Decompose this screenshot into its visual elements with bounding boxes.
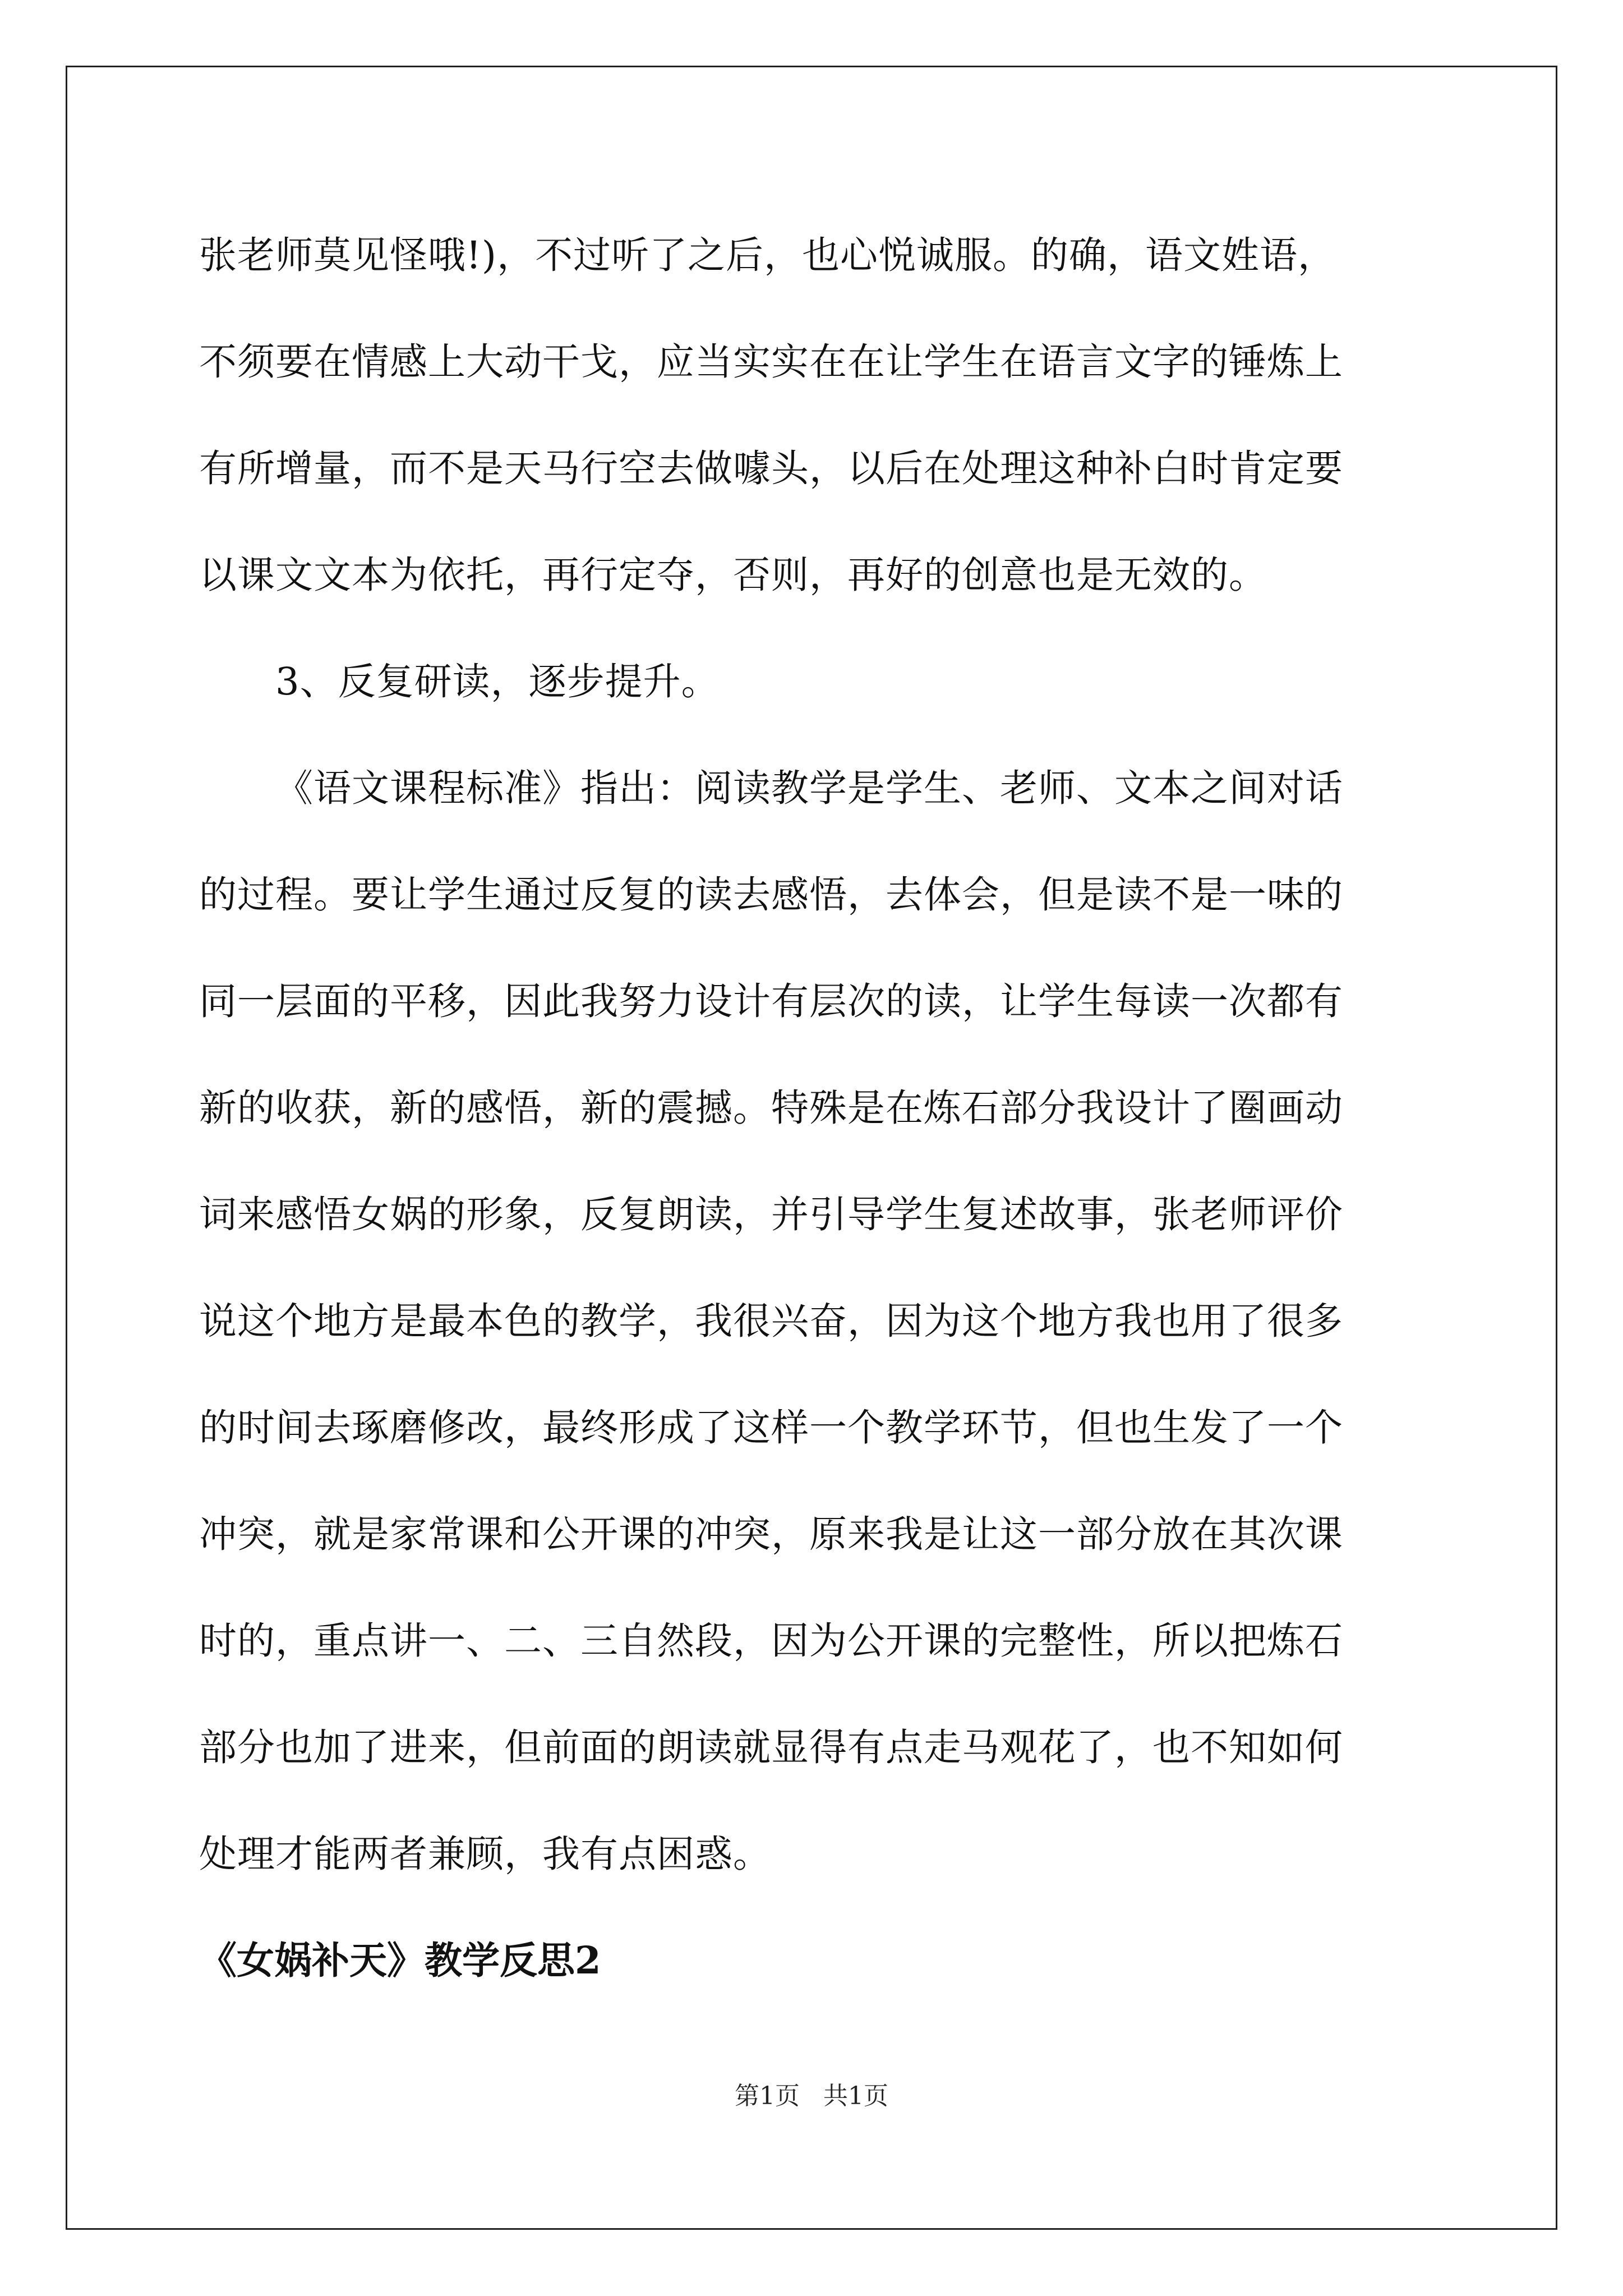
page-number-total: 共1页 — [823, 2082, 888, 2110]
text-line: 的时间去琢磨修改，最终形成了这样一个教学环节，但也生发了一个 — [199, 1406, 1343, 1450]
text-line: 的过程。要让学生通过反复的读去感悟，去体会，但是读不是一味的 — [199, 873, 1343, 917]
text-line: 有所增量，而不是天马行空去做噱头，以后在处理这种补白时肯定要 — [199, 447, 1343, 490]
text-line: 以课文文本为依托，再行定夺，否则，再好的创意也是无效的。 — [199, 553, 1267, 597]
text-line: 处理才能两者兼顾，我有点困惑。 — [199, 1832, 771, 1876]
document-body — [199, 202, 1427, 2014]
text-line: 《语文课程标准》指出：阅读教学是学生、老师、文本之间对话 — [275, 766, 1343, 810]
paragraph-2-subheading — [199, 628, 1427, 735]
text-line: 张老师莫见怪哦!)，不过听了之后，也心悦诚服。的确，语文姓语， — [199, 233, 1336, 277]
text-line: 新的收获，新的感悟，新的震撼。特殊是在炼石部分我设计了圈画动 — [199, 1086, 1343, 1130]
text-line: 说这个地方是最本色的教学，我很兴奋，因为这个地方我也用了很多 — [199, 1299, 1343, 1343]
text-line: 同一层面的平移，因此我努力设计有层次的读，让学生每读一次都有 — [199, 979, 1343, 1023]
page-footer — [0, 2076, 1623, 2111]
paragraph-3 — [199, 735, 1427, 1907]
text-line: 冲突，就是家常课和公开课的冲突，原来我是让这一部分放在其次课 — [199, 1512, 1343, 1556]
paragraph-1 — [199, 202, 1427, 628]
text-line: 词来感悟女娲的形象，反复朗读，并引导学生复述故事，张老师评价 — [199, 1193, 1343, 1236]
text-line: 部分也加了进来，但前面的朗读就显得有点走马观花了，也不知如何 — [199, 1726, 1343, 1769]
text-line: 3、反复研读，逐步提升。 — [275, 660, 720, 703]
page-number-current: 第1页 — [735, 2082, 800, 2110]
text-line: 时的，重点讲一、二、三自然段，因为公开课的完整性，所以把炼石 — [199, 1619, 1343, 1663]
section-title: 《女娲补天》教学反思2 — [199, 1938, 601, 1982]
text-line: 不须要在情感上大动干戈，应当实实在在让学生在语言文字的锤炼上 — [199, 340, 1343, 384]
